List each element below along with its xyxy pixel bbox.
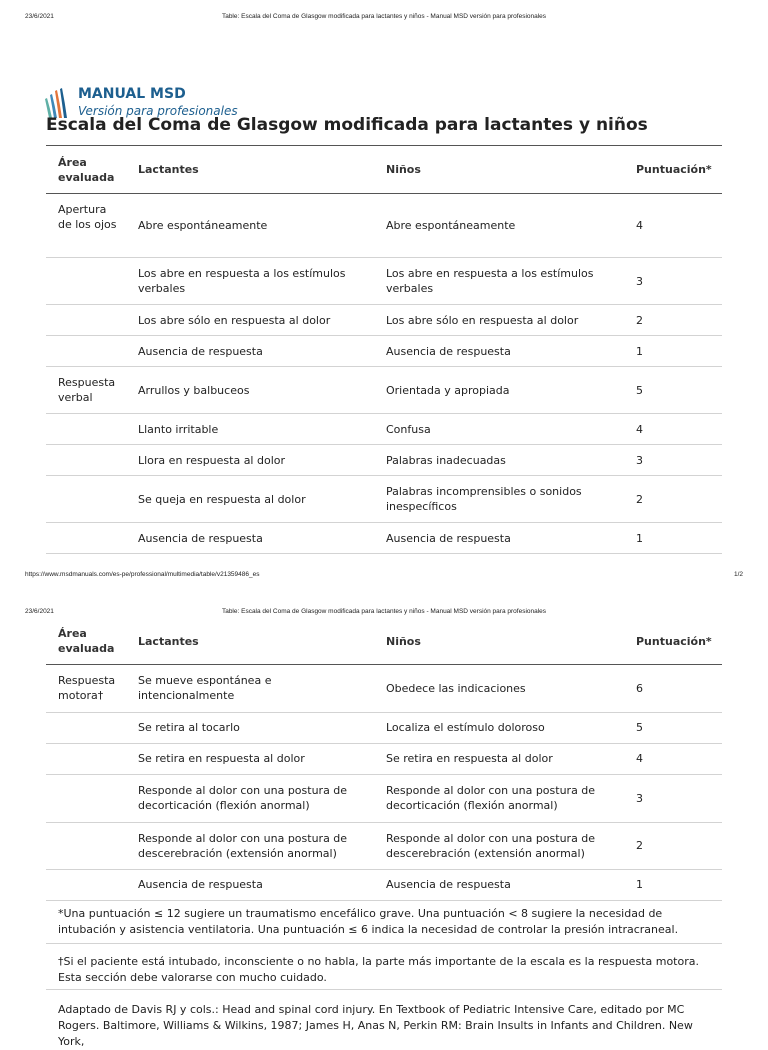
header-date: 23/6/2021 <box>25 608 54 615</box>
score-cell: 1 <box>624 336 722 367</box>
area-cell: Respuesta motora† <box>46 664 126 712</box>
score-cell: 3 <box>624 445 722 476</box>
infants-cell: Ausencia de respuesta <box>126 523 374 554</box>
page1-footer <box>0 569 768 581</box>
children-cell: Se retira en respuesta al dolor <box>374 743 624 774</box>
children-cell: Los abre en respuesta a los estímulos verbales <box>374 258 624 305</box>
table-row <box>46 414 722 445</box>
source-citation-text: Adaptado de Davis RJ y cols.: Head and spinal cord injury. En Textbook of Pediatric Intensive Care, editado por MC Rogers. Baltimore, Williams & Wilkins, 1987; James H, Anas N, Perkin RM: Brain Insults in Infants and Children. New York, <box>58 1003 693 1048</box>
area-cell: Apertura de los ojos <box>46 194 126 258</box>
score-cell: 5 <box>624 712 722 743</box>
area-cell-empty <box>46 305 126 336</box>
score-cell: 4 <box>624 194 722 258</box>
children-cell: Obedece las indicaciones <box>374 664 624 712</box>
table-row <box>46 712 722 743</box>
score-cell: 2 <box>624 476 722 523</box>
area-cell-empty <box>46 523 126 554</box>
table-row <box>46 336 722 367</box>
table-row <box>46 194 722 258</box>
score-cell: 1 <box>624 869 722 900</box>
header-date: 23/6/2021 <box>25 13 54 20</box>
area-cell-empty <box>46 774 126 822</box>
glasgow-table-part2 <box>46 619 722 901</box>
msd-logo-icon <box>44 88 74 118</box>
table-row <box>46 367 722 414</box>
header-children: Niños <box>374 619 624 664</box>
header-area: Área evaluada <box>46 619 126 664</box>
table-header-row <box>46 619 722 664</box>
area-cell-empty <box>46 414 126 445</box>
page2-header <box>0 605 768 619</box>
area-cell-empty <box>46 336 126 367</box>
table-row <box>46 523 722 554</box>
table-row <box>46 774 722 822</box>
children-cell: Palabras inadecuadas <box>374 445 624 476</box>
area-cell-empty <box>46 712 126 743</box>
table-row <box>46 822 722 869</box>
glasgow-table-part1 <box>46 145 722 554</box>
table-header-row <box>46 146 722 194</box>
infants-cell: Ausencia de respuesta <box>126 869 374 900</box>
score-cell: 2 <box>624 305 722 336</box>
score-cell: 4 <box>624 414 722 445</box>
header-title: Table: Escala del Coma de Glasgow modificada para lactantes y niños - Manual MSD versión para profesionales <box>221 608 547 615</box>
children-cell: Orientada y apropiada <box>374 367 624 414</box>
footer-url[interactable]: https://www.msdmanuals.com/es-pe/professional/multimedia/table/v21359486_es <box>25 571 260 578</box>
motor-footnote-text: †Si el paciente está intubado, inconsciente o no habla, la parte más importante de la escala es la respuesta motora. Esta sección debe valorarse con mucho cuidado. <box>58 955 699 984</box>
infants-cell: Los abre sólo en respuesta al dolor <box>126 305 374 336</box>
source-citation <box>46 1002 722 1048</box>
infants-cell: Arrullos y balbuceos <box>126 367 374 414</box>
children-cell: Ausencia de respuesta <box>374 336 624 367</box>
table-row <box>46 664 722 712</box>
area-cell-empty <box>46 743 126 774</box>
motor-footnote <box>46 954 722 990</box>
infants-cell: Los abre en respuesta a los estímulos verbales <box>126 258 374 305</box>
page1-header <box>0 10 768 24</box>
area-cell-empty <box>46 445 126 476</box>
score-cell: 1 <box>624 523 722 554</box>
children-cell: Palabras incomprensibles o sonidos inespecíficos <box>374 476 624 523</box>
header-area: Área evaluada <box>46 146 126 194</box>
children-cell: Responde al dolor con una postura de descerebración (extensión anormal) <box>374 822 624 869</box>
children-cell: Ausencia de respuesta <box>374 869 624 900</box>
table-row <box>46 258 722 305</box>
children-cell: Los abre sólo en respuesta al dolor <box>374 305 624 336</box>
infants-cell: Se queja en respuesta al dolor <box>126 476 374 523</box>
header-children: Niños <box>374 146 624 194</box>
children-cell: Ausencia de respuesta <box>374 523 624 554</box>
score-cell: 4 <box>624 743 722 774</box>
score-cell: 5 <box>624 367 722 414</box>
header-infants: Lactantes <box>126 146 374 194</box>
infants-cell: Llanto irritable <box>126 414 374 445</box>
header-title: Table: Escala del Coma de Glasgow modificada para lactantes y niños - Manual MSD versión para profesionales <box>221 13 547 20</box>
table-row <box>46 476 722 523</box>
score-cell: 2 <box>624 822 722 869</box>
area-cell: Respuesta verbal <box>46 367 126 414</box>
table-row <box>46 869 722 900</box>
footer-page-number: 1/2 <box>733 571 743 578</box>
infants-cell: Se retira en respuesta al dolor <box>126 743 374 774</box>
score-cell: 3 <box>624 774 722 822</box>
table-row <box>46 305 722 336</box>
logo-brand: MANUAL MSD <box>78 86 186 102</box>
score-footnote <box>46 906 722 944</box>
table-row <box>46 445 722 476</box>
area-cell-empty <box>46 822 126 869</box>
children-cell: Localiza el estímulo doloroso <box>374 712 624 743</box>
score-footnote-text: *Una puntuación ≤ 12 sugiere un traumatismo encefálico grave. Una puntuación < 8 sugiere la necesidad de intubación y asistencia ventilatoria. Una puntuación ≤ 6 indica la necesidad de controlar la presión intracraneal. <box>58 907 679 936</box>
header-infants: Lactantes <box>126 619 374 664</box>
children-cell: Abre espontáneamente <box>374 194 624 258</box>
header-score: Puntuación* <box>624 146 722 194</box>
infants-cell: Responde al dolor con una postura de decorticación (flexión anormal) <box>126 774 374 822</box>
score-cell: 6 <box>624 664 722 712</box>
infants-cell: Se mueve espontánea e intencionalmente <box>126 664 374 712</box>
area-cell-empty <box>46 476 126 523</box>
infants-cell: Llora en respuesta al dolor <box>126 445 374 476</box>
area-cell-empty <box>46 869 126 900</box>
header-score: Puntuación* <box>624 619 722 664</box>
children-cell: Responde al dolor con una postura de decorticación (flexión anormal) <box>374 774 624 822</box>
infants-cell: Ausencia de respuesta <box>126 336 374 367</box>
infants-cell: Abre espontáneamente <box>126 194 374 258</box>
page-title: Escala del Coma de Glasgow modificada para lactantes y niños <box>46 115 648 135</box>
logo-subtitle: Versión para profesionales <box>78 104 238 118</box>
children-cell: Confusa <box>374 414 624 445</box>
table-row <box>46 743 722 774</box>
infants-cell: Responde al dolor con una postura de descerebración (extensión anormal) <box>126 822 374 869</box>
score-cell: 3 <box>624 258 722 305</box>
area-cell-empty <box>46 258 126 305</box>
infants-cell: Se retira al tocarlo <box>126 712 374 743</box>
